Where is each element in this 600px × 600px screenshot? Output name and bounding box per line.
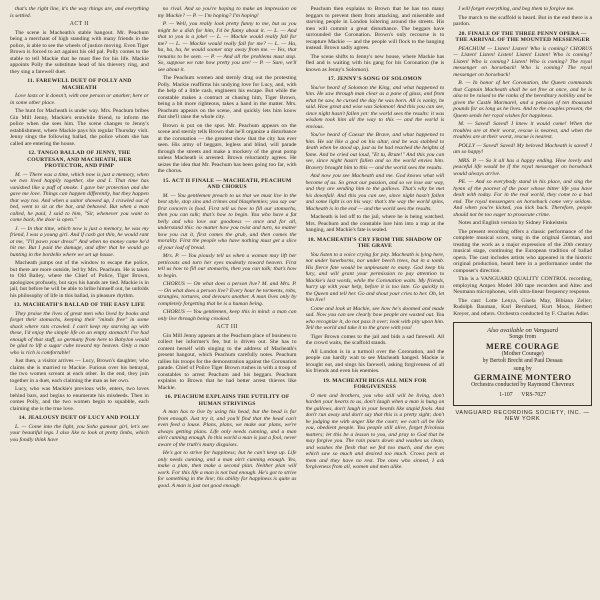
- paragraph: Come and look at Mackie, see how he's doomed and made sad. Now you can see clearly how people are wasted out. You who recognize it, do not pass it over; look with pity upon him. Tell the world and take it to the grave with you!: [305, 305, 445, 331]
- paragraph: The march to the scaffold is heard. But in the end there is a pardon.: [453, 14, 592, 27]
- paragraph: And now you see Macheath and me. God knows what will become of us. So great our passion, and so we lose our way, and they are sending him to the gallows. That's why he met his downfall. And this you can see, since night hasn't fallen and some light is on his way: that's the way the world spins, Macheath is in the end — and the world sees the results.: [305, 173, 445, 212]
- paragraph: The hunt for Macheath is under way. Mrs. Peachum bribes Gin Mill Jenny, Mackie's erstwhile friend, to inform the police when she sees him. The scene changes to Jenny's establishment, where Mackie pays his regular Thursday visit. Jenny sings the following ballad, the police whom she has called are entering the house.: [10, 108, 149, 147]
- paragraph: CHORUS — On what does a person live? M. and Mrs. P. — On what does a person live? Every hour he torments, robs, strangles, tortures, and devours another. A man lives only by completely forgetting that he is a human being.: [157, 281, 297, 307]
- act-heading: ACT III: [216, 324, 238, 330]
- paragraph: The scene is Macheath's stable hangout. Mr. Peachum being a merchant of high standing with many friends in the police, is able to see the wheels of justice moving. Even Tiger Brown is forced to act against his old pal. Polly comes to the stable to tell Mackie that he must flee for his life. Mackie appoints Polly the substitute head of his thievery ring, and they sing a farewell duet.: [10, 29, 149, 75]
- conductor-line: Orchestra conducted by Raymond Chevreux: [471, 382, 575, 389]
- column-3: [306, 6, 445, 592]
- paragraph: A man has to live by using his head, but the head is far from enough. Just try it, and you'll find that the head can't even feed a louse. Plans, plans, we make our plans, we're always getting plans. Life only needs cunning, and a man ain't cunning enough. In this world a man is just a fool, never aware of the truth's many disguises.: [157, 409, 297, 448]
- column-4: [453, 6, 592, 592]
- song-heading: 15. ACT II FINALE — MACHEATH, PEACHUM AND CHORUS: [162, 177, 292, 190]
- column-1: [10, 6, 149, 592]
- paragraph: M. — Saved! Saved! I knew it would come! When the troubles are at their worst, rescue is nearest, and when the troubles are at their worst, rescue is nearest.: [453, 121, 592, 140]
- paragraph: This is a VANGUARD QUALITY CONTROL recording, employing Ampex Model 300 tape recorders and Altec and Neumann microphones, with ultra-linear frequency response.: [453, 276, 592, 295]
- catalog-number: 1-107: [499, 392, 513, 399]
- paragraph: Peachum then explains to Brown that he has too many beggars to prevent them from attacking, and miserable and starving people in London loitering around the streets. His men will commit a great disturbance. The beggars have surrounded the Coronation. Brown's only recourse is to recapture Mackie — and the people will flock to the hanging instead. Brown sadly agrees.: [305, 6, 445, 51]
- paragraph: I will forget everything, and beg them to forgive me.: [458, 6, 575, 12]
- paragraph: Mrs. P. — You piously tell us when a woman may lift her petticoats and turn her eyes modestly toward heaven. First tell us how to fill our stomachs, then you can talk; that's how to begin.: [157, 253, 297, 279]
- song-heading: 11. FAREWELL DUET OF POLLY AND MACHEATH: [27, 78, 132, 91]
- song-heading: 14. JEALOUSY DUET OF LUCY AND POLLY: [18, 415, 140, 421]
- song-heading: 20. FINALE OF THE THREE PENNY OPERA — THE ARRIVAL OF THE MOUNTED MESSENGER: [455, 30, 590, 43]
- paragraph: Brown is put on the spot. Mr. Peachum appears on the scene and sternly tells Brown that he'll organize a disturbance at the coronation — the greatest show that the city has ever seen. His army of beggars, legless and blind, will parade through the streets and make a mockery of the great pomp unless Macheath is arrested. Brown reluctantly agrees. He seizes the idea that Mr. Peachum has been going too far, with the chorus.: [157, 122, 297, 174]
- album-subtitle: (Mother Courage): [501, 350, 544, 357]
- paragraph: You listen to a voice crying for pity. Macheath is lying here, not under hawthorns, nor under beech trees, but in a tomb. His fierce fate would be unpleasant to many. God keep his fury, and will grant your permission to pay attention to Mackie's last words, while the Coronation waits. My friends, hurry up with your help, before it is too late. Go quickly to the Queen and tell her. Go and shout your cries to her. Oh, let him live!: [305, 251, 445, 303]
- song-heading: 18. MACHEATH'S CRY FROM THE SHADOW OF THE GRAVE: [307, 236, 442, 249]
- song-heading: 19. MACHEATH BEGS ALL MEN FOR FORGIVENESS: [323, 377, 427, 390]
- paragraph: no rival. And so you're hoping to make an impression on my Mackie? — P. — I'm hoping? I'm hoping!: [157, 6, 297, 19]
- publisher-footer: VANGUARD RECORDING SOCIETY, INC. — NEW YORK: [455, 409, 590, 423]
- song-heading: 17. JENNY'S SONG OF SOLOMON: [327, 76, 422, 82]
- paragraph: The scene shifts to Jenny's new house, where Mackie has fled and is waiting with his gang for his Coronation (he is known as Jenny's Solomon).: [305, 53, 445, 73]
- paragraph: P. — Well, you really look pretty funny to me, but as you might be a dish for him, I'd be funny about it. — L. — And that to you is a joke! — L. — Mackie would really fall for me? — L. — Mackie would really fall for me? — L. — Ha, ha, ha, ha, he would sooner stay away from me. — Yes, that remains to be seen. — P. — And all the problems must stop. So, suppose we rate how pretty you are! — P. — Sure, we'll see about it.: [157, 21, 297, 73]
- also-line: sung by: [513, 365, 532, 372]
- album-title: MERE COURAGE: [485, 341, 560, 351]
- catalog-number: VRS-7027: [521, 392, 547, 399]
- credit-line: Notes and English version by Sidney Finkelstein: [458, 220, 568, 226]
- paragraph: Macheath jumps out of the window to escape the police, but there are more outside, led by Mrs. Peachum. He is taken to Old Bailey, where the Chief of Police, Tiger Brown, apologizes profusely, but says his hands are tied. Mackie is in jail, but before he will be able to bribe himself out, he unfolds his philosophy of life in this ballad, in pleasure rhythm.: [10, 260, 149, 299]
- also-available-box: [453, 322, 592, 406]
- paragraph: They praise the lives of great men who lived by books and forget their stomachs, keeping their "minds free" in some shack where rats crawled. I can't keep my starving up with these, I'd enjoy the simple life on an empty stomach! I've had enough of that stuff, so germany from here to Babylon would be glad to lift a sugar cube toward my heaven. Only a man who is rich is comfortable!: [10, 310, 149, 356]
- paragraph: Tiger Brown comes to the jail and bids a sad farewell. All the crowd waits, the scaffold stands.: [305, 333, 445, 346]
- column-2: [158, 6, 297, 592]
- paragraph: PE. — And so everybody stand in his place, and sing the hymn of the poorest of the poor whose bitter life you have dealt with today. For in the real world, they come to a bad end. The royal messengers on horseback come very seldom. And when you're kicked, you kick back. Therefore, people should not be too eager to prosecute crime.: [453, 179, 592, 218]
- album-authors: by Bertolt Brecht and Paul Dessau: [482, 358, 563, 365]
- also-available-label: Also available on Vanguard: [487, 327, 559, 334]
- paragraph: The present recording offers a classic performance of the complete musical score, sung in the original German, and treating the work as a major expression of the 20th century musical stage, continuing the European tradition of ballad opera. The cast includes artists who appeared in the historic original production, heard here in a performance under the composer's direction.: [453, 228, 592, 274]
- paragraph: MRS. P. — So it all has a happy ending. How lovely and peaceful life would be if the royal messenger on horseback would always arrive.: [453, 157, 592, 177]
- paragraph: that's the right line, it's the way things are, and everything is settled.: [10, 6, 149, 19]
- also-line: Songs from: [509, 334, 537, 341]
- paragraph: CHORUS — You gentlemen, keep this in mind: a man can only live through being crooked.: [157, 309, 297, 322]
- song-heading: 13. MACHEATH'S BALLAD OF THE EASY LIFE: [13, 302, 145, 308]
- paragraph: O men and brothers, you who still will be living, don't harden your hearts to us, don't laugh when a man is hung on the gallows, don't laugh in your beards like stupid fools. And don't run away and don't say that this is a pretty sight; don't be judging me with anger like the court; we can't all be like you, obedient people. You people still alive, forget frivolous matters; let this be a lesson to you, and pray to God that he may forgive you. The rain pours down and washes us clean, and washes the flesh that we fed too much, and the eyes which saw so much and desired too much. Crows peck at them and they have no rest. The ones who sinned, I ask forgiveness from all, women and men alike.: [305, 392, 445, 470]
- paragraph: Love lasts or it doesn't, with one person or another, here or in some other place.: [10, 93, 149, 106]
- paragraph: L. — Come into the light, you Soho gamour girl, let's see your beautiful legs. I also like to look at pretty limbs, which you fondly think have: [10, 423, 149, 443]
- paragraph: You've heard of Solomon the King, and what happened to him. He saw through man clear as a pane of glass, and from what he saw, he cursed the day he was born. All is vanity, he said. How great and wise was Solomon! And this you can see, since night hasn't fallen yet: the world sees the results: it was wisdom took him all the way to this — and the world is envious.: [305, 84, 445, 130]
- paragraph: The Peachum women and sternly drag out the protesting Polly. Mackie reaffirms his undying love for Lucy, and, with the help of a little cash, engineers his escape. But while the constable makes a contract at chasing him, Tiger Brown, being a bit more righteous, takes a hand in the matter. Mrs. Peachum appears on the scene, and quickly lets him know that she'll raise the whole city.: [157, 75, 297, 120]
- paragraph: J. — In that time, which now is just a memory, he was my friend, I was a young girl. And if cash got thin, he would rant at me, "I'll pawn your dress!" And when no money came he'd hit me. But I paid the damage, and after that he would go hunting in the bordello where we set up house.: [10, 225, 149, 258]
- paragraph: POLLY — Saved! Saved! My beloved Macheath is saved! I am so happy!: [453, 142, 592, 155]
- paragraph: You've heard of Caesar the Brave, and what happened to him. He sat like a god on his altar, and he was stabbed to death when he stood up, just as he had reached the heights of fame. And he cried out loud, "Et tu, Brute!" And this you can see, since night hasn't fallen and so the world envies him. Bravery brought him to this — and the world sees the results.: [305, 132, 445, 171]
- paragraph: Just then, a visitor arrives — Lucy, Brown's daughter, who claims she is married to Mackie. Furious over his betrayal, the two women scream at each other. In the end, they join together in a duet, each claiming the man as her own.: [10, 358, 149, 384]
- paragraph: Lucy, who was Mackie's previous wife, enters, two loves behind bars, and begins to enumerate his misdeeds. Then in comes Polly, and the two women begin to squabble, each claiming she is the true love.: [10, 386, 149, 412]
- text-columns: [10, 6, 592, 592]
- singer-name: GERMAINE MONTERO: [473, 373, 572, 383]
- paragraph: All London is in a turmoil over the Coronation, and the people can hardly wait to see Macheath hanged. Mackie is brought out, and sings his farewell, asking forgiveness of all his friends and even his enemies.: [305, 348, 445, 374]
- paragraph: M. — You gentlemen preach to us that we must live in the best style, stop sins and crimes and blasphemies; you say our first concern is food. First tell us how to fill our stomachs, then you can talk; that's how to begin. You who have a fat belly and who love our goodness — once and for all, understand this: no matter how you twist and turn, no matter how you cut it, first comes the grub, and then comes the morality. First the people who have nothing must get a slice of your loaf of bread.: [157, 192, 297, 251]
- song-heading: 12. TANGO BALLAD OF JENNY, THE COURTESAN, AND MACHEATH, HER PROTECTOR, AND PIMP: [27, 150, 132, 169]
- act-heading: ACT II: [69, 21, 89, 27]
- paragraph: Gin Mill Jenny appears at the Peachum place of business to collect her informer's fee, but is driven out. She has to content herself with singing to the address of Macheath's present hangout, which Peachum carefully notes. Peachum rallies his troops for the demonstration against the Coronation parade. Chief of Police Tiger Brown rushes in with a troop of constables to arrest Peachum and his beggars. Peachum explains to Brown that he had better arrest thieves like Mackie.: [157, 332, 297, 391]
- paragraph: M. — There was a time, which now is just a memory, when we two lived happily together, she and I. That time has vanished like a puff of smoke. I gave her protection and she gave me love. Things can happen differently, but they happen that way too. And when a suitor showed up, I crawled out of bed, went to sit at the bar, and behaved. But when a man called, he paid, I said to him, "Sir, whenever you want to come back, the door is open.": [10, 171, 149, 223]
- paragraph: He's got to strive for happiness; but he can't keep up. Life only needs cunning, and a man ain't cunning enough. Yes, make a plan, then make a second plan. Neither plan will work. For this life a man is not bad enough. He's got to strive for something in the line; his ability for happiness is quite as good. A man is just not good enough.: [157, 450, 297, 489]
- catalog-numbers: [460, 392, 585, 399]
- paragraph: The cast: Lotte Lenya, Gisela May, Bibiana Zeller; Rudolph Bauman, Karl Bernhard, Kurt Moos, Herbert Kreyer, and others. Orchestra conducted by F. Charles Adler.: [453, 297, 592, 317]
- paragraph: PEACHUM — Listen! Listen! Who is coming? CHORUS — Listen! Listen! Listen! Listen! Listen! Who is coming? Listen! Who is coming? Listen! Who is coming? The royal messenger on horseback! Who is coming? The royal messenger on horseback!: [453, 45, 592, 78]
- paragraph: B. — In honor of her Coronation, the Queen commands that Captain Macheath shall be set free at once, and he is also to be raised to the ranks of the hereditary nobility and be given the Castle Marmarel, and a pension of ten thousand pounds for as long as he lives. And to the couples present, the Queen sends her royal wishes for happiness.: [453, 80, 592, 119]
- song-heading: 16. PEACHUM EXPLAINS THE FUTILITY OF HUMAN STRIVINGS: [164, 394, 290, 407]
- paragraph: Macheath is led off to the jail, where he is being watched. Mrs. Peachum and the constable lure him into a trap at the hanging, and Mackie's fate is sealed.: [305, 214, 445, 233]
